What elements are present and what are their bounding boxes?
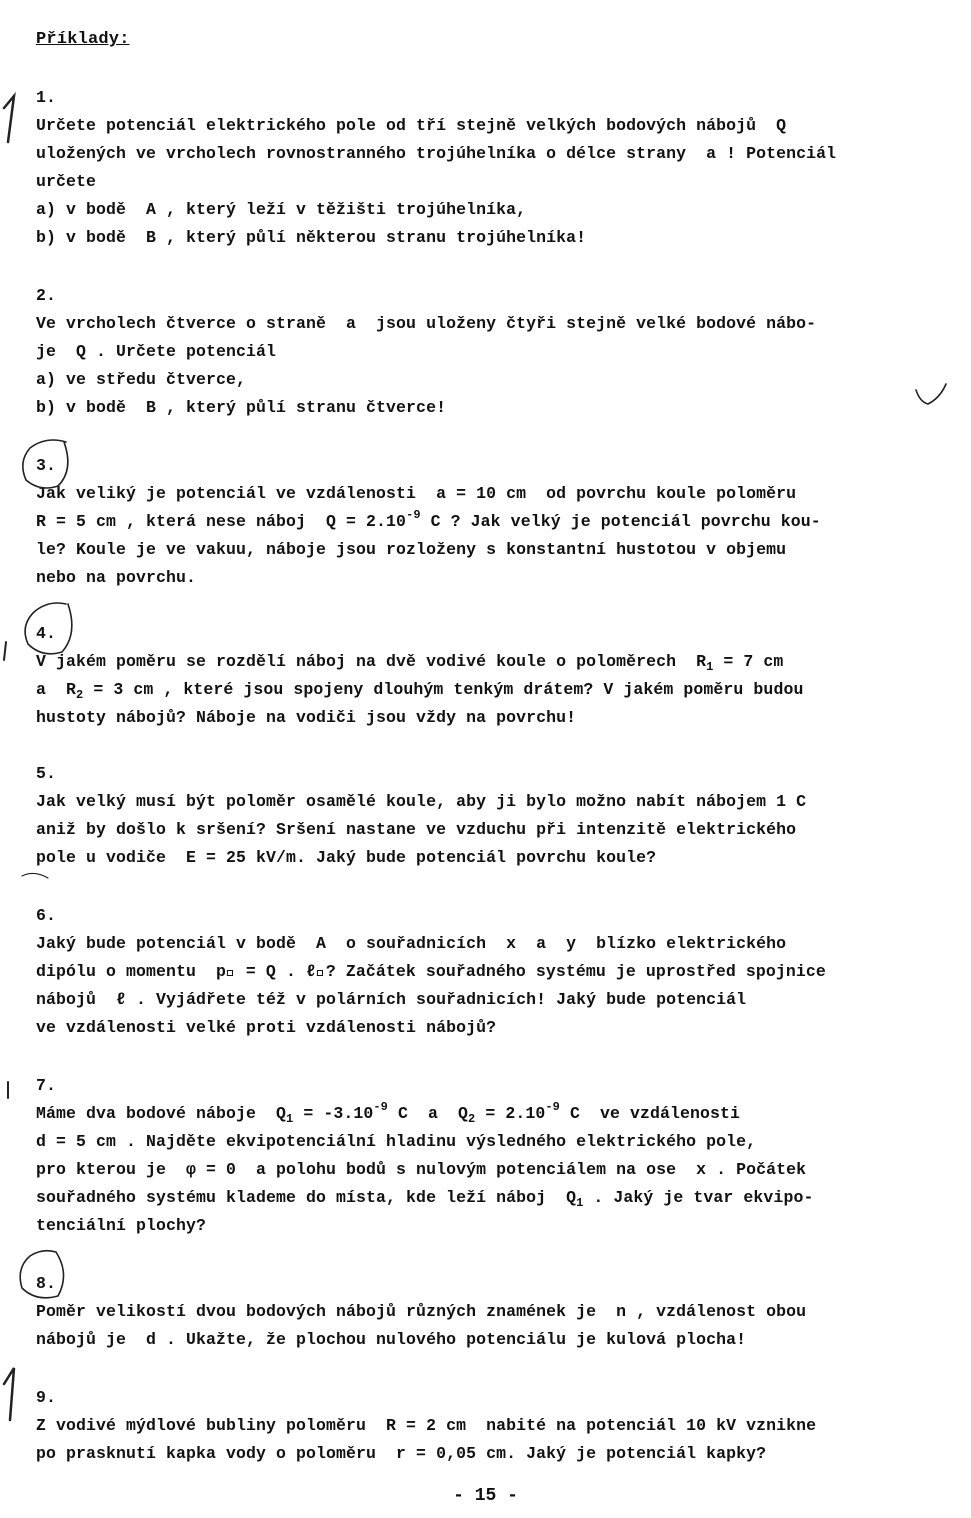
exercise-number: 2. bbox=[36, 286, 57, 305]
exercise-line: a) v bodě A , který leží v těžišti trojúhelníka, bbox=[36, 200, 527, 219]
exercise-line: Určete potenciál elektrického pole od tří stejně velkých bodových nábojů Q bbox=[36, 116, 787, 135]
exercise-line: V jakém poměru se rozdělí náboj na dvě vodivé koule o poloměrech $R_1 = 7$ cm bbox=[36, 652, 784, 674]
exercise-line: R = 5 cm , která nese náboj $Q = 2.10^{-9}$ C ? Jak velký je potenciál povrchu kou- bbox=[36, 508, 821, 531]
exercise-number: 6. bbox=[36, 906, 57, 925]
exercise-line: b) v bodě B , který půlí některou stranu trojúhelníka! bbox=[36, 228, 587, 247]
exercise-number: 4. bbox=[36, 624, 57, 643]
exercise-line: pole u vodiče E = 25 kV/m. Jaký bude potenciál povrchu koule? bbox=[36, 848, 657, 867]
exercise-line: le? Koule je ve vakuu, náboje jsou rozloženy s konstantní hustotou v objemu bbox=[36, 540, 787, 559]
exercise-number: 3. bbox=[36, 456, 57, 475]
exercise-number: 9. bbox=[36, 1388, 57, 1407]
handwritten-bracket-mark bbox=[4, 642, 6, 660]
exercise-line: souřadného systému klademe do místa, kde leží náboj $Q_1$ . Jaký je tvar ekvipo- bbox=[36, 1188, 814, 1210]
handwritten-bracket-mark bbox=[22, 873, 48, 878]
exercise-line: b) v bodě B , který půlí stranu čtverce! bbox=[36, 398, 447, 417]
exercise-number: 5. bbox=[36, 764, 57, 783]
exercise-line: je Q . Určete potenciál bbox=[36, 342, 277, 361]
exercise-9 bbox=[36, 1384, 966, 1468]
exercise-line: tenciální plochy? bbox=[36, 1216, 207, 1235]
page-heading: Příklady: bbox=[36, 30, 130, 49]
exercise-line: pro kterou je φ = 0 a polohu bodů s nulovým potenciálem na ose x . Počátek bbox=[36, 1160, 807, 1179]
exercise-line: d = 5 cm . Najděte ekvipotenciální hladinu výsledného elektrického pole, bbox=[36, 1132, 757, 1151]
exercise-8 bbox=[36, 1270, 966, 1354]
exercise-line: Ve vrcholech čtverce o straně a jsou uloženy čtyři stejně velké bodové nábo- bbox=[36, 314, 817, 333]
exercise-5 bbox=[36, 760, 966, 872]
exercise-6 bbox=[36, 902, 966, 1042]
exercise-3 bbox=[36, 452, 966, 592]
exercise-line: nábojů je d . Ukažte, že plochou nulového potenciálu je kulová plocha! bbox=[36, 1330, 747, 1349]
exercise-line: Máme dva bodové náboje $Q_1 = -3.10^{-9}$ C a $Q_2 = 2.10^{-9}$ C ve vzdálenosti bbox=[36, 1100, 740, 1126]
handwritten-one-mark bbox=[4, 1368, 14, 1420]
exercise-7 bbox=[36, 1072, 966, 1240]
exercise-line: aniž by došlo k sršení? Sršení nastane ve vzduchu při intenzitě elektrického bbox=[36, 820, 797, 839]
exercise-line: a) ve středu čtverce, bbox=[36, 370, 247, 389]
exercise-line: určete bbox=[36, 172, 97, 191]
exercise-line: dipólu o momentu p⃗ = Q . ℓ⃗? Začátek souřadného systému je uprostřed spojnice bbox=[36, 962, 826, 981]
exercise-number: 7. bbox=[36, 1076, 57, 1095]
exercise-line: nebo na povrchu. bbox=[36, 568, 197, 587]
exercise-line: ve vzdálenosti velké proti vzdálenosti nábojů? bbox=[36, 1018, 497, 1037]
exercise-line: Jak velký musí být poloměr osamělé koule, aby ji bylo možno nabít nábojem 1 C bbox=[36, 792, 807, 811]
exercise-line: Z vodivé mýdlové bubliny poloměru R = 2 cm nabité na potenciál 10 kV vznikne bbox=[36, 1416, 817, 1435]
exercise-2 bbox=[36, 282, 966, 422]
exercise-line: uložených ve vrcholech rovnostranného trojúhelníka o délce strany a ! Potenciál bbox=[36, 144, 837, 163]
exercise-number: 8. bbox=[36, 1274, 57, 1293]
handwritten-one-mark bbox=[4, 96, 14, 142]
exercise-line: Jaký bude potenciál v bodě A o souřadnicích x a y blízko elektrického bbox=[36, 934, 787, 953]
exercise-line: Poměr velikostí dvou bodových nábojů různých znamének je n , vzdálenost obou bbox=[36, 1302, 807, 1321]
exercise-line: nábojů ℓ . Vyjádřete též v polárních souřadnicích! Jaký bude potenciál bbox=[36, 990, 747, 1009]
exercise-line: hustoty nábojů? Náboje na vodiči jsou vždy na povrchu! bbox=[36, 708, 577, 727]
exercise-line: Jak veliký je potenciál ve vzdálenosti a = 10 cm od povrchu koule poloměru bbox=[36, 484, 797, 503]
exercise-line: a $R_2 = 3$ cm , které jsou spojeny dlouhým tenkým drátem? V jakém poměru budou bbox=[36, 680, 804, 702]
exercise-line: po prasknutí kapka vody o poloměru r = 0,05 cm. Jaký je potenciál kapky? bbox=[36, 1444, 767, 1463]
exercise-4 bbox=[36, 620, 966, 732]
exercise-number: 1. bbox=[36, 88, 57, 107]
exercise-1 bbox=[36, 84, 966, 252]
page-number: - 15 - bbox=[453, 1486, 518, 1506]
